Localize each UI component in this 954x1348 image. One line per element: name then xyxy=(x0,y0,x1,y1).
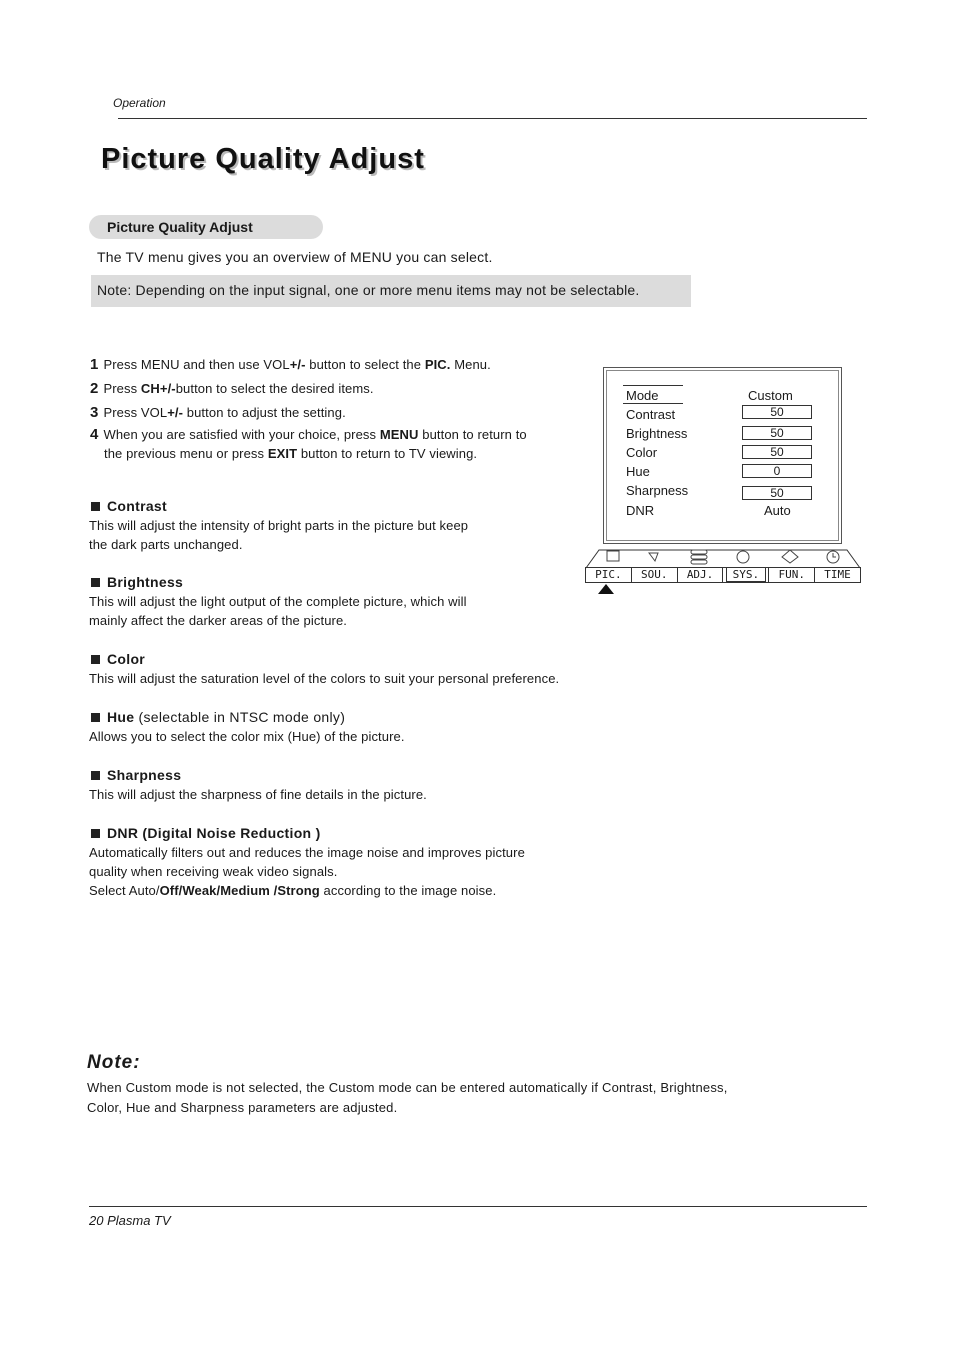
step-text: button to return to xyxy=(418,427,527,442)
body-line: This will adjust the light output of the complete picture, which will xyxy=(89,594,467,609)
step-bold: PIC. xyxy=(424,357,451,372)
heading-text: Sharpness xyxy=(107,767,182,783)
brightness-body xyxy=(89,592,467,630)
color-heading xyxy=(91,651,145,667)
note-line: Color, Hue and Sharpness parameters are adjusted. xyxy=(87,1100,398,1115)
step-number: 3 xyxy=(90,404,99,421)
osd-label-sharpness: Sharpness xyxy=(626,483,689,498)
dnr-heading xyxy=(91,825,321,841)
heading-text: DNR (Digital Noise Reduction ) xyxy=(107,825,321,841)
osd-label-mode: Mode xyxy=(626,388,659,403)
step-text: button to return to TV viewing. xyxy=(297,446,478,461)
osd-label-color: Color xyxy=(626,445,658,460)
selection-arrow-icon xyxy=(597,583,615,595)
osd-value-brightness: 50 xyxy=(742,426,812,440)
body-line: Automatically filters out and reduces the image noise and improves picture xyxy=(89,845,525,860)
mode-underline xyxy=(623,403,683,404)
bullet-square-icon xyxy=(91,655,100,664)
step-bold: +/- xyxy=(289,357,306,372)
hue-body xyxy=(89,727,405,746)
tab-sys[interactable] xyxy=(723,568,769,582)
osd-menu-panel xyxy=(603,367,842,544)
body-line: quality when receiving weak video signals. xyxy=(89,864,338,879)
body-line: mainly affect the darker areas of the picture. xyxy=(89,613,347,628)
tab-fun[interactable] xyxy=(769,568,815,582)
section-label: Operation xyxy=(113,96,166,110)
step-text: Press xyxy=(103,381,141,396)
note-body xyxy=(87,1078,728,1118)
step-number: 1 xyxy=(90,356,99,373)
step-number: 4 xyxy=(90,426,99,443)
tab-label: SOU. xyxy=(640,568,668,581)
heading-suffix: (selectable in NTSC mode only) xyxy=(134,709,346,725)
heading-text: Brightness xyxy=(107,574,184,590)
body-line: This will adjust the intensity of bright parts in the picture but keep xyxy=(89,518,469,533)
footer-rule xyxy=(89,1206,867,1207)
osd-label-contrast: Contrast xyxy=(626,407,676,422)
body-text: Select Auto/ xyxy=(89,883,160,898)
note-box-text: Note: Depending on the input signal, one or more menu items may not be selectable. xyxy=(97,282,640,298)
step-text: button to adjust the setting. xyxy=(183,405,346,420)
step-bold: EXIT xyxy=(267,446,298,461)
tab-label: TIME xyxy=(824,568,851,581)
bullet-square-icon xyxy=(91,578,100,587)
step-text: Menu. xyxy=(450,357,491,372)
step-number: 2 xyxy=(90,380,99,397)
body-line: This will adjust the saturation level of the colors to suit your personal preference. xyxy=(89,671,560,686)
body-line: This will adjust the sharpness of fine details in the picture. xyxy=(89,787,427,802)
bullet-square-icon xyxy=(91,771,100,780)
subtitle-pill xyxy=(89,215,323,239)
sound-icon xyxy=(649,553,658,561)
brightness-heading xyxy=(91,574,183,590)
dnr-body xyxy=(89,843,525,900)
tab-label: ADJ. xyxy=(686,568,714,581)
tab-label: SYS. xyxy=(726,567,767,582)
step-bold: MENU xyxy=(379,427,419,442)
osd-label-brightness: Brightness xyxy=(626,426,688,441)
tab-pic[interactable] xyxy=(586,568,632,582)
step-bold: CH+/- xyxy=(140,381,176,396)
contrast-heading xyxy=(91,498,167,514)
osd-value-sharpness: 50 xyxy=(742,486,812,500)
mode-overline xyxy=(623,385,683,386)
heading-text: Hue xyxy=(107,709,135,725)
contrast-body xyxy=(89,516,468,554)
step-text: the previous menu or press xyxy=(104,446,268,461)
osd-value-dnr: Auto xyxy=(764,503,791,518)
note-line: When Custom mode is not selected, the Custom mode can be entered automatically if Contrast, Brightness, xyxy=(87,1080,728,1095)
osd-label-dnr: DNR xyxy=(626,503,655,518)
step-text: button to select the desired items. xyxy=(175,381,374,396)
heading-text: Contrast xyxy=(107,498,167,514)
body-text: according to the image noise. xyxy=(319,883,497,898)
color-body xyxy=(89,669,559,688)
tab-time[interactable] xyxy=(815,568,860,582)
body-bold: Off/Weak/Medium /Strong xyxy=(159,883,320,898)
step-4-cont xyxy=(104,446,477,461)
subtitle-pill-label: Picture Quality Adjust xyxy=(107,219,253,235)
step-text: Press VOL xyxy=(103,405,168,420)
body-line xyxy=(89,881,525,900)
sharpness-heading xyxy=(91,767,181,783)
bullet-square-icon xyxy=(91,502,100,511)
page-footer: 20 Plasma TV xyxy=(89,1213,171,1228)
tab-adj[interactable] xyxy=(678,568,724,582)
heading-text: Color xyxy=(107,651,146,667)
system-icon xyxy=(737,551,749,563)
step-text: Press MENU and then use VOL xyxy=(103,357,290,372)
intro-text: The TV menu gives you an overview of MENU you can select. xyxy=(97,249,493,265)
tab-label: PIC. xyxy=(595,568,622,581)
note-title: Note: xyxy=(87,1052,141,1073)
osd-tabbar xyxy=(585,567,861,583)
page-title: Picture Quality Adjust xyxy=(101,143,425,175)
picture-icon xyxy=(607,551,619,561)
body-line: the dark parts unchanged. xyxy=(89,537,243,552)
tab-label: FUN. xyxy=(778,568,805,581)
step-text: button to select the xyxy=(305,357,425,372)
step-3 xyxy=(90,404,346,421)
osd-value-mode: Custom xyxy=(748,388,793,403)
tab-sou[interactable] xyxy=(632,568,678,582)
osd-value-contrast: 50 xyxy=(742,405,812,419)
bullet-square-icon xyxy=(91,713,100,722)
header-rule xyxy=(118,118,867,119)
step-2 xyxy=(90,380,374,397)
osd-value-color: 50 xyxy=(742,445,812,459)
note-box xyxy=(91,275,691,307)
osd-value-hue: 0 xyxy=(742,464,812,478)
step-1 xyxy=(90,356,491,373)
osd-label-hue: Hue xyxy=(626,464,650,479)
hue-heading xyxy=(91,709,345,725)
sharpness-body xyxy=(89,785,427,804)
step-4 xyxy=(90,426,527,443)
osd-tab-frame xyxy=(585,547,861,569)
step-bold: +/- xyxy=(167,405,184,420)
adjust-icon xyxy=(691,550,707,564)
body-line: Allows you to select the color mix (Hue) of the picture. xyxy=(89,729,405,744)
step-text: When you are satisfied with your choice, press xyxy=(103,427,380,442)
function-icon xyxy=(782,550,798,563)
bullet-square-icon xyxy=(91,829,100,838)
